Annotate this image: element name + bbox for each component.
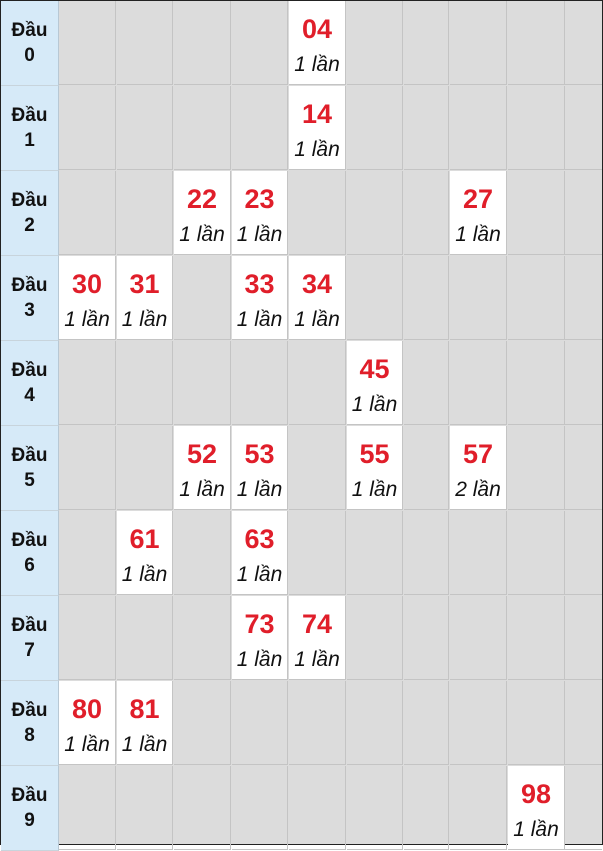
empty-cell bbox=[508, 86, 565, 170]
pair-number: 98 bbox=[520, 779, 552, 809]
number-cell bbox=[508, 766, 565, 850]
grid-row bbox=[1, 426, 602, 511]
occurrence-count: 1 lần bbox=[121, 563, 168, 586]
empty-cell bbox=[347, 86, 403, 170]
occurrence-count: 1 lần bbox=[179, 223, 225, 246]
empty-cell bbox=[565, 681, 602, 765]
row-head bbox=[1, 1, 59, 86]
empty-cell bbox=[59, 1, 116, 85]
number-cell bbox=[289, 1, 346, 85]
empty-cell bbox=[232, 341, 288, 425]
empty-cell bbox=[347, 1, 403, 85]
row-head-label: Đầu bbox=[11, 190, 48, 211]
row-head-label: Đầu bbox=[11, 360, 48, 381]
row-head bbox=[1, 171, 59, 256]
empty-cell bbox=[174, 256, 231, 340]
empty-cell bbox=[117, 341, 173, 425]
empty-cell bbox=[347, 171, 403, 255]
pair-number: 22 bbox=[186, 184, 218, 214]
empty-cell bbox=[59, 511, 116, 595]
empty-cell bbox=[404, 596, 449, 680]
row-head-digit: 0 bbox=[24, 45, 35, 66]
row-head-label: Đầu bbox=[11, 105, 48, 126]
empty-cell bbox=[508, 256, 565, 340]
empty-cell bbox=[174, 681, 231, 765]
row-head bbox=[1, 86, 59, 171]
occurrence-count: 1 lần bbox=[64, 308, 110, 331]
empty-cell bbox=[289, 426, 346, 510]
grid-row bbox=[1, 511, 602, 596]
occurrence-count: 1 lần bbox=[64, 733, 110, 756]
pair-number: 80 bbox=[71, 694, 103, 724]
number-cell bbox=[174, 426, 231, 510]
grid-row bbox=[1, 596, 602, 681]
row-head-label: Đầu bbox=[11, 700, 48, 721]
number-cell bbox=[289, 596, 346, 680]
empty-cell bbox=[508, 1, 565, 85]
row-head-label: Đầu bbox=[11, 785, 48, 806]
empty-cell bbox=[289, 511, 346, 595]
row-head bbox=[1, 256, 59, 341]
empty-cell bbox=[59, 86, 116, 170]
number-cell bbox=[450, 426, 507, 510]
row-head bbox=[1, 766, 59, 851]
empty-cell bbox=[565, 426, 602, 510]
occurrence-count: 1 lần bbox=[236, 478, 283, 501]
empty-cell bbox=[174, 511, 231, 595]
grid-row bbox=[1, 86, 602, 171]
grid-row bbox=[1, 256, 602, 341]
empty-cell bbox=[232, 86, 288, 170]
pair-number: 52 bbox=[186, 439, 218, 469]
empty-cell bbox=[232, 766, 288, 850]
number-cell bbox=[347, 426, 403, 510]
empty-cell bbox=[565, 341, 602, 425]
occurrence-count: 1 lần bbox=[294, 648, 340, 671]
empty-cell bbox=[289, 171, 346, 255]
row-head-digit: 3 bbox=[24, 300, 35, 321]
number-cell bbox=[59, 256, 116, 340]
empty-cell bbox=[450, 256, 507, 340]
row-head-digit: 2 bbox=[24, 215, 35, 236]
grid-row bbox=[1, 1, 602, 86]
empty-cell bbox=[565, 511, 602, 595]
occurrence-count: 1 lần bbox=[351, 393, 398, 416]
empty-cell bbox=[565, 171, 602, 255]
row-head-digit: 1 bbox=[24, 130, 35, 151]
empty-cell bbox=[117, 1, 173, 85]
row-head bbox=[1, 341, 59, 426]
pair-number: 73 bbox=[244, 609, 275, 639]
number-cell bbox=[59, 681, 116, 765]
empty-cell bbox=[508, 171, 565, 255]
empty-cell bbox=[450, 681, 507, 765]
pair-number: 45 bbox=[359, 354, 390, 384]
empty-cell bbox=[174, 86, 231, 170]
empty-cell bbox=[59, 341, 116, 425]
empty-cell bbox=[289, 681, 346, 765]
empty-cell bbox=[565, 256, 602, 340]
pair-number: 04 bbox=[301, 14, 333, 44]
empty-cell bbox=[117, 766, 173, 850]
empty-cell bbox=[508, 681, 565, 765]
number-cell bbox=[450, 171, 507, 255]
empty-cell bbox=[404, 86, 449, 170]
row-head bbox=[1, 426, 59, 511]
grid-row bbox=[1, 681, 602, 766]
number-cell bbox=[232, 171, 288, 255]
row-head-label: Đầu bbox=[11, 20, 48, 41]
number-cell bbox=[232, 511, 288, 595]
occurrence-count: 1 lần bbox=[513, 818, 559, 841]
occurrence-count: 1 lần bbox=[294, 138, 340, 161]
empty-cell bbox=[347, 766, 403, 850]
empty-cell bbox=[404, 426, 449, 510]
empty-cell bbox=[347, 256, 403, 340]
row-head-label: Đầu bbox=[11, 530, 48, 551]
pair-number: 23 bbox=[244, 184, 275, 214]
empty-cell bbox=[59, 426, 116, 510]
empty-cell bbox=[565, 86, 602, 170]
empty-cell bbox=[450, 1, 507, 85]
row-head-digit: 9 bbox=[24, 810, 35, 831]
pair-number: 31 bbox=[129, 269, 160, 299]
row-head-label: Đầu bbox=[11, 275, 48, 296]
empty-cell bbox=[117, 596, 173, 680]
pair-number: 55 bbox=[359, 439, 390, 469]
pair-number: 53 bbox=[244, 439, 275, 469]
occurrence-count: 1 lần bbox=[179, 478, 225, 501]
occurrence-count: 1 lần bbox=[236, 563, 283, 586]
occurrence-count: 1 lần bbox=[236, 308, 283, 331]
empty-cell bbox=[232, 1, 288, 85]
empty-cell bbox=[289, 766, 346, 850]
empty-cell bbox=[404, 341, 449, 425]
number-cell bbox=[117, 511, 173, 595]
occurrence-count: 1 lần bbox=[121, 308, 168, 331]
empty-cell bbox=[404, 171, 449, 255]
row-head-label: Đầu bbox=[11, 445, 48, 466]
grid-row bbox=[1, 766, 602, 851]
empty-cell bbox=[289, 341, 346, 425]
empty-cell bbox=[117, 426, 173, 510]
row-head-label: Đầu bbox=[11, 615, 48, 636]
number-cell bbox=[289, 86, 346, 170]
grid-row bbox=[1, 171, 602, 256]
pair-number: 57 bbox=[462, 439, 494, 469]
empty-cell bbox=[404, 511, 449, 595]
empty-cell bbox=[450, 341, 507, 425]
empty-cell bbox=[347, 596, 403, 680]
row-head-digit: 8 bbox=[24, 725, 35, 746]
empty-cell bbox=[450, 766, 507, 850]
number-cell bbox=[232, 426, 288, 510]
pair-number: 61 bbox=[129, 524, 160, 554]
empty-cell bbox=[508, 596, 565, 680]
occurrence-count: 1 lần bbox=[236, 223, 283, 246]
empty-cell bbox=[565, 766, 602, 850]
pair-number: 74 bbox=[301, 609, 333, 639]
pair-number: 33 bbox=[244, 269, 275, 299]
empty-cell bbox=[565, 1, 602, 85]
occurrence-count: 1 lần bbox=[455, 223, 501, 246]
empty-cell bbox=[117, 86, 173, 170]
empty-cell bbox=[450, 511, 507, 595]
empty-cell bbox=[508, 341, 565, 425]
empty-cell bbox=[450, 86, 507, 170]
pair-number: 63 bbox=[244, 524, 275, 554]
pair-number: 27 bbox=[462, 184, 494, 214]
empty-cell bbox=[450, 596, 507, 680]
empty-cell bbox=[232, 681, 288, 765]
empty-cell bbox=[59, 766, 116, 850]
occurrence-count: 1 lần bbox=[294, 308, 340, 331]
row-head bbox=[1, 681, 59, 766]
empty-cell bbox=[404, 1, 449, 85]
empty-cell bbox=[347, 681, 403, 765]
pair-number: 30 bbox=[71, 269, 103, 299]
occurrence-count: 1 lần bbox=[351, 478, 398, 501]
occurrence-count: 1 lần bbox=[294, 53, 340, 76]
empty-cell bbox=[59, 171, 116, 255]
empty-cell bbox=[404, 681, 449, 765]
number-cell bbox=[117, 256, 173, 340]
empty-cell bbox=[565, 596, 602, 680]
number-cell bbox=[174, 171, 231, 255]
row-head-digit: 4 bbox=[24, 385, 35, 406]
pair-number: 34 bbox=[301, 269, 333, 299]
occurrence-count: 2 lần bbox=[455, 478, 501, 501]
pair-number: 14 bbox=[301, 99, 333, 129]
empty-cell bbox=[347, 511, 403, 595]
empty-cell bbox=[59, 596, 116, 680]
empty-cell bbox=[404, 256, 449, 340]
number-cell bbox=[232, 596, 288, 680]
row-head-digit: 6 bbox=[24, 555, 35, 576]
row-head bbox=[1, 511, 59, 596]
empty-cell bbox=[117, 171, 173, 255]
empty-cell bbox=[174, 341, 231, 425]
occurrence-count: 1 lần bbox=[236, 648, 283, 671]
occurrence-count: 1 lần bbox=[121, 733, 168, 756]
empty-cell bbox=[404, 766, 449, 850]
number-cell bbox=[347, 341, 403, 425]
grid-row bbox=[1, 341, 602, 426]
number-cell bbox=[232, 256, 288, 340]
number-cell bbox=[289, 256, 346, 340]
empty-cell bbox=[508, 511, 565, 595]
number-cell bbox=[117, 681, 173, 765]
empty-cell bbox=[174, 1, 231, 85]
empty-cell bbox=[174, 766, 231, 850]
row-head bbox=[1, 596, 59, 681]
empty-cell bbox=[174, 596, 231, 680]
pair-number: 81 bbox=[129, 694, 160, 724]
empty-cell bbox=[508, 426, 565, 510]
row-head-digit: 7 bbox=[24, 640, 35, 661]
row-head-digit: 5 bbox=[24, 470, 35, 491]
